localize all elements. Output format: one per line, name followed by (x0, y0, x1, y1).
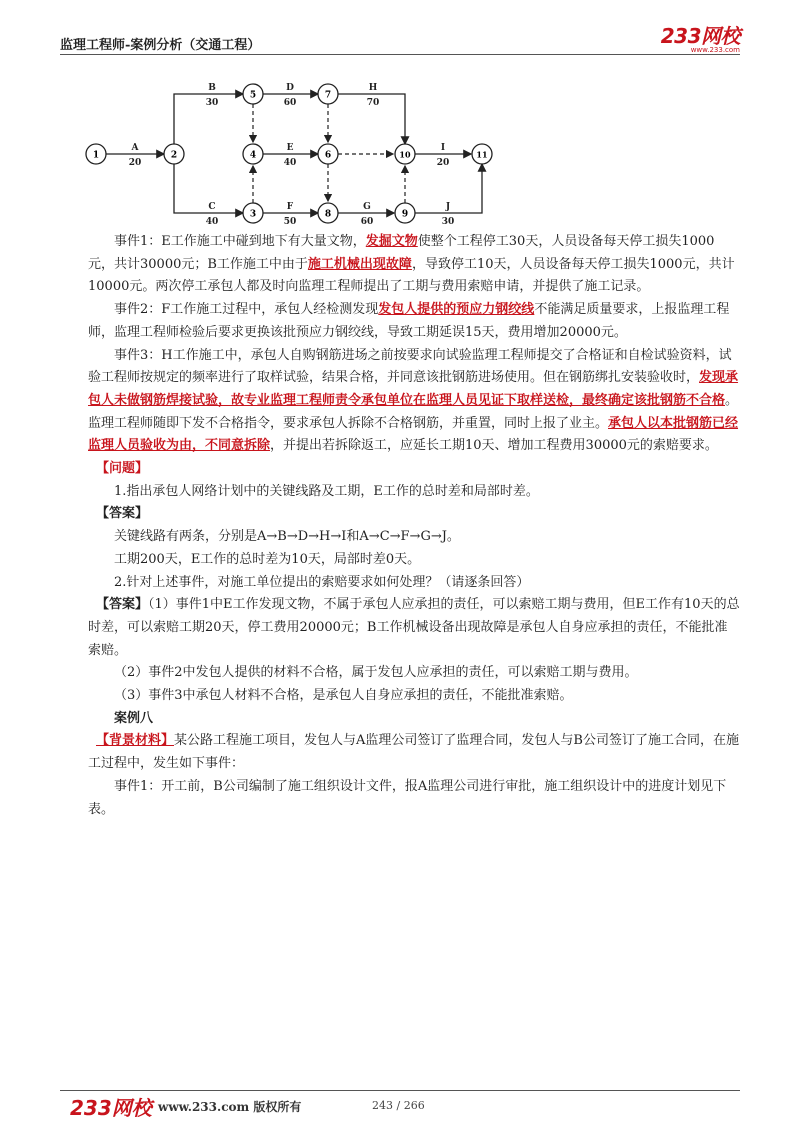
event-3-paragraph: 事件3：H工作施工中，承包人自购钢筋进场之前按要求向试验监理工程师提交了合格证和自检试验资料，试验工程师按规定的频率进行了取样试验，结果合格，并同意该批钢筋进场使用。但在钢筋绑扎安装验收时，发现承包人未做钢筋焊接试验，故专业监理工程师责令承包单位在监理人员见证下取样送检，最终确定该批钢筋不合格。监理工程师随即下发不合格指令，要求承包人拆除不合格钢筋，并重置，同时上报了业主。承包人以本批钢筋已经监理人员验收为由，不同意拆除，并提出若拆除返工，应延长工期10天、增加工程费用30000元的索赔要求。 (88, 347, 739, 454)
highlight-rebar-test: 发现承包人未做钢筋焊接试验，故专业监理工程师责令承包单位在监理人员见证下取样送检，最终确定该批钢筋不合格 (88, 370, 739, 408)
svg-text:1: 1 (92, 150, 100, 161)
node-2 (164, 144, 184, 164)
brand-logo (661, 20, 740, 54)
activity-duration-B: 30 (205, 98, 219, 108)
svg-text:3: 3 (249, 209, 257, 220)
event-1-paragraph: 事件1：E工作施工中碰到地下有大量文物，发掘文物使整个工程停工30天，人员设备每天停工损失1000元，共计30000元；B工作施工中由于施工机械出现故障，导致停工10天，人员设备每天停工损失1000元，共计10000元。两次停工承包人都及时向监理工程师提出了工期与费用索赔申请，并提供了施工记录。 (88, 234, 735, 295)
question-1: 1.指出承包人网络计划中的关键线路及工期，E工作的总时差和局部时差。 (114, 483, 539, 499)
svg-text:5: 5 (249, 90, 257, 101)
answer-2-item-3: （3）事件3中承包人材料不合格，是承包人自身应承担的责任，不能批准索赔。 (114, 688, 573, 704)
node-4 (243, 144, 263, 164)
activity-duration-E: 40 (283, 158, 297, 168)
footer-copyright: www.233.com 版权所有 (158, 1100, 302, 1114)
case-title: 案例八 (114, 710, 154, 726)
activity-duration-J: 30 (441, 217, 455, 227)
activity-duration-H: 70 (366, 98, 380, 108)
activity-duration-A: 20 (128, 158, 142, 168)
activity-duration-G: 60 (360, 217, 374, 227)
activity-label-F: F (286, 202, 294, 212)
answer-2-item-2: （2）事件2中发包人提供的材料不合格，属于发包人应承担的责任，可以索赔工期与费用。 (114, 665, 638, 681)
activity-label-I: I (440, 143, 446, 153)
activity-label-J: J (445, 202, 451, 212)
footer-logo: 233网校 (70, 1096, 152, 1120)
header-divider (60, 54, 740, 55)
question-2: 2.针对上述事件，对施工单位提出的索赔要求如何处理？（请逐条回答） (114, 574, 530, 590)
highlight-machine-fault: 施工机械出现故障 (307, 256, 412, 272)
node-1 (86, 144, 106, 164)
answer-1-line-1: 关键线路有两条，分别是A→B→D→H→I和A→C→F→G→J。 (114, 529, 460, 545)
page-content (88, 231, 740, 821)
svg-text:2: 2 (170, 150, 178, 161)
answer-label: 【答案】 (96, 506, 149, 522)
brand-site-text: www.233.com (690, 46, 740, 54)
event-2-paragraph: 事件2：F工作施工过程中，承包人经检测发现发包人提供的预应力钢绞线不能满足质量要求，上报监理工程师，监理工程师检验后要求更换该批预应力钢绞线，导致工期延误15天，费用增加20000元。 (88, 302, 730, 340)
page-number: 243 / 266 (372, 1099, 425, 1112)
node-6 (318, 144, 338, 164)
node-7 (318, 84, 338, 104)
node-11 (472, 144, 492, 164)
footer-divider (60, 1090, 740, 1091)
activity-label-G: G (363, 202, 371, 212)
highlight-steel-strand: 发包人提供的预应力钢绞线 (378, 302, 535, 318)
answer-2-label: 【答案】 (96, 597, 149, 613)
question-label: 【问题】 (96, 461, 149, 477)
activity-duration-C: 40 (205, 217, 219, 227)
page-header-title: 监理工程师-案例分析（交通工程） (60, 38, 261, 53)
activity-duration-I: 20 (436, 158, 450, 168)
activity-label-E: E (286, 143, 294, 153)
svg-text:6: 6 (324, 150, 332, 161)
node-3 (243, 203, 263, 223)
activity-label-D: D (286, 83, 294, 93)
activity-label-A: A (131, 143, 139, 153)
activity-duration-D: 60 (283, 98, 297, 108)
background-paragraph: 【背景材料】某公路工程施工项目，发包人与A监理公司签订了监理合同，发包人与B公司签订了施工合同，在施工过程中，发生如下事件： (88, 733, 739, 772)
activity-label-C: C (208, 202, 216, 212)
node-10 (395, 144, 415, 164)
answer-2-item-1: 【答案】（1）事件1中E工作发现文物，不属于承包人应承担的责任，可以索赔工期与费用，但E工作有10天的总时差，可以索赔工期20天，停工费用20000元；B工作机械设备出现故障是承包人自身应承担的责任，不能批准索赔。 (88, 597, 740, 658)
brand-logo-text: 233网校 (660, 24, 740, 48)
svg-text:8: 8 (324, 209, 332, 220)
svg-text:9: 9 (401, 209, 409, 220)
svg-text:4: 4 (249, 150, 257, 161)
node-9 (395, 203, 415, 223)
answer-1-line-2: 工期200天，E工作的总时差为10天，局部时差0天。 (114, 551, 421, 567)
node-5 (243, 84, 263, 104)
svg-text:10: 10 (399, 149, 411, 160)
activity-label-H: H (368, 83, 378, 93)
svg-text:11: 11 (476, 149, 488, 160)
activity-duration-F: 50 (283, 217, 297, 227)
highlight-refuse-removal: 承包人以本批钢筋已经监理人员验收为由，不同意拆除 (88, 415, 739, 454)
background-label: 【背景材料】 (96, 733, 175, 749)
network-diagram (82, 78, 502, 228)
svg-text:7: 7 (324, 90, 332, 101)
highlight-excavate-relics: 发掘文物 (365, 234, 418, 249)
case8-event-1: 事件1：开工前，B公司编制了施工组织设计文件，报A监理公司进行审批，施工组织设计中的进度计划见下表。 (88, 778, 727, 817)
node-8 (318, 203, 338, 223)
activity-label-B: B (208, 83, 216, 93)
